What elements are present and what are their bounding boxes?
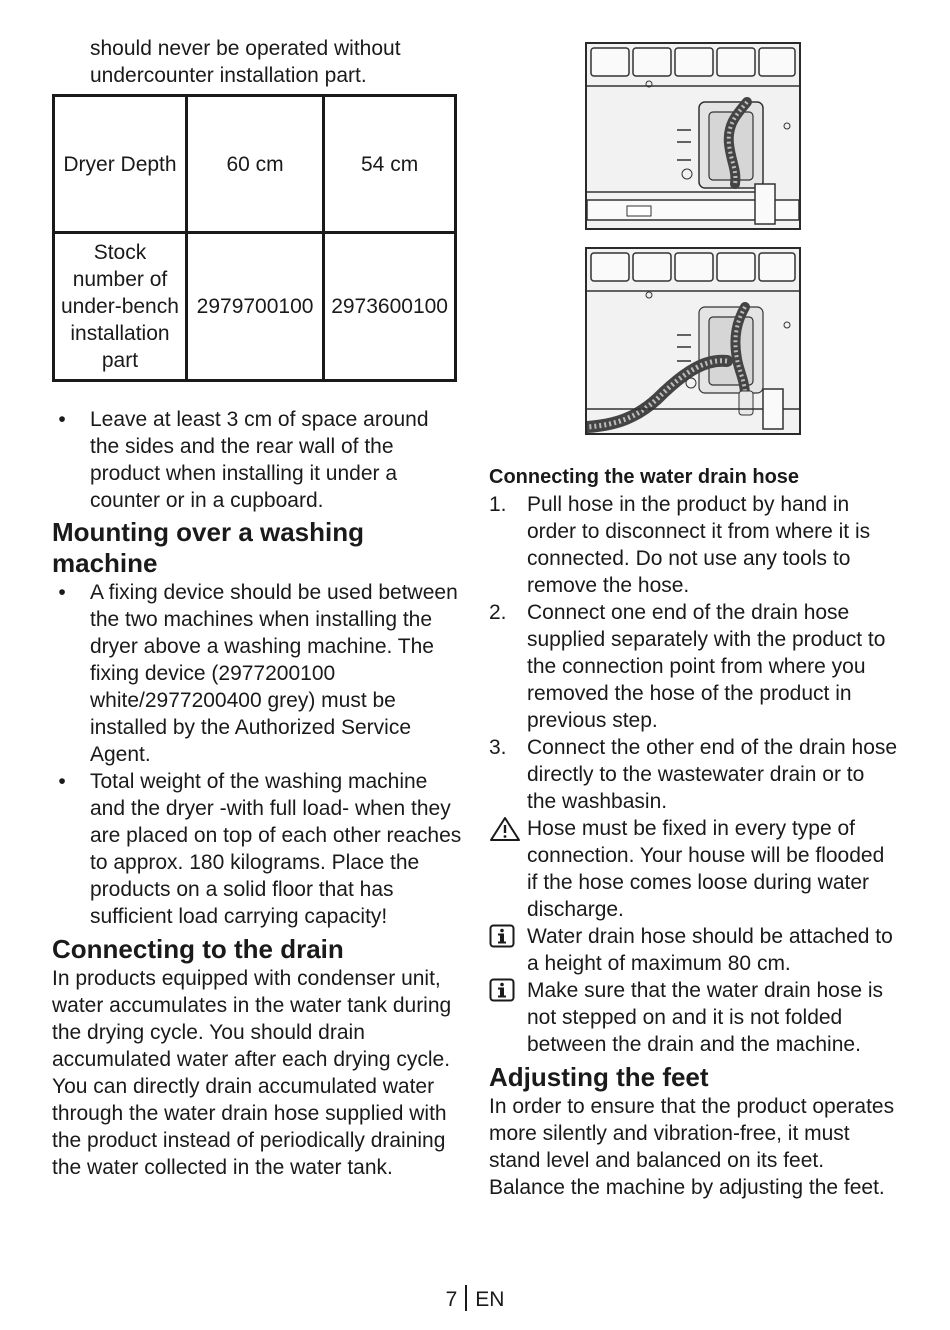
table-row bbox=[54, 233, 456, 381]
page-footer bbox=[0, 1285, 950, 1313]
info-note-text: Make sure that the water drain hose is not stepped on and it is not folded between the drain and the machine. bbox=[527, 979, 884, 1056]
step-number: 3. bbox=[489, 736, 507, 759]
warning-triangle-icon bbox=[489, 816, 521, 849]
left-column bbox=[52, 35, 462, 1181]
table-cell-stock-number-label bbox=[54, 233, 187, 381]
info-icon bbox=[489, 924, 515, 955]
info-note bbox=[489, 923, 899, 977]
drain-paragraph-2: You can directly drain accumulated water through the water drain hose supplied with the product instead of periodically draining the water collected in the water tank. bbox=[52, 1075, 447, 1179]
warning-note-text: Hose must be fixed in every type of connection. Your house will be flooded if the hose comes loose during water discharge. bbox=[527, 817, 885, 921]
intro-line-1: should never be operated without bbox=[90, 37, 401, 60]
table-cell: 2973600100 bbox=[324, 233, 456, 381]
footer-divider bbox=[465, 1285, 467, 1311]
info-note bbox=[489, 977, 899, 1058]
info-note-text: Water drain hose should be attached to a height of maximum 80 cm. bbox=[527, 925, 893, 975]
list-item bbox=[489, 599, 899, 734]
bullet-icon: • bbox=[58, 581, 66, 604]
drain-heading: Connecting to the drain bbox=[52, 934, 344, 964]
table-cell: 60 cm bbox=[186, 96, 323, 233]
hose-steps-list bbox=[489, 491, 899, 815]
feet-paragraph: In order to ensure that the product operates more silently and vibration-free, it must stand level and balanced on its feet. Balance the machine by adjusting the feet. bbox=[489, 1095, 895, 1199]
warning-note bbox=[489, 815, 899, 923]
step-text: Pull hose in the product by hand in order to disconnect it from where it is connected. Do not use any tools to remove the hose. bbox=[527, 493, 871, 597]
mounting-bullet-list bbox=[52, 579, 462, 930]
figure-drawing bbox=[587, 44, 799, 228]
table-cell: Dryer Depth bbox=[54, 96, 187, 233]
installation-part-table bbox=[52, 94, 457, 382]
feet-heading: Adjusting the feet bbox=[489, 1062, 709, 1092]
list-item-text: A fixing device should be used between the two machines when installing the dryer above a washing machine. The fixing device (2977200100 white/2977200400 grey) must be installed by the Authorized Service Agent. bbox=[90, 581, 458, 766]
list-item-text: Leave at least 3 cm of space around the sides and the rear wall of the product when installing it under a counter or in a cupboard. bbox=[90, 408, 429, 512]
right-column bbox=[489, 464, 899, 1201]
step-number: 2. bbox=[489, 601, 507, 624]
label-line: under-bench bbox=[61, 295, 179, 318]
hose-heading: Connecting the water drain hose bbox=[489, 466, 800, 488]
info-icon bbox=[489, 978, 515, 1009]
intro-line-2: undercounter installation part. bbox=[90, 64, 367, 87]
space-bullet-list bbox=[52, 406, 462, 514]
label-line: Stock bbox=[93, 241, 147, 264]
label-line: number of bbox=[72, 268, 168, 291]
list-item bbox=[489, 734, 899, 815]
list-item bbox=[52, 406, 462, 514]
drain-paragraph-1: In products equipped with condenser unit, water accumulates in the water tank during the drying cycle. You should drain accumulated water after each drying cycle. bbox=[52, 967, 452, 1071]
drain-hose-figure-1 bbox=[585, 42, 801, 230]
label-line: installation bbox=[70, 322, 170, 345]
table-cell: 54 cm bbox=[324, 96, 456, 233]
list-item bbox=[52, 768, 462, 930]
label-line: part bbox=[101, 349, 139, 372]
table-cell: 2979700100 bbox=[186, 233, 323, 381]
figure-drawing bbox=[587, 249, 799, 433]
bullet-icon: • bbox=[58, 408, 66, 431]
list-item bbox=[52, 579, 462, 768]
page-number: 7 bbox=[445, 1288, 458, 1311]
list-item bbox=[489, 491, 899, 599]
list-item-text: Total weight of the washing machine and the dryer -with full load- when they are placed on top of each other reaches to approx. 180 kilograms. Place the products on a solid floor that has sufficient load carrying capacity! bbox=[90, 770, 462, 928]
mounting-heading: Mounting over a washing machine bbox=[52, 517, 365, 578]
table-row bbox=[54, 96, 456, 233]
language-code: EN bbox=[475, 1288, 505, 1311]
step-text: Connect one end of the drain hose supplied separately with the product to the connection point from where you removed the hose of the product in previous step. bbox=[527, 601, 886, 732]
bullet-icon: • bbox=[58, 770, 66, 793]
drain-hose-figure-2 bbox=[585, 247, 801, 435]
step-number: 1. bbox=[489, 493, 507, 516]
step-text: Connect the other end of the drain hose directly to the wastewater drain or to the washbasin. bbox=[527, 736, 898, 813]
